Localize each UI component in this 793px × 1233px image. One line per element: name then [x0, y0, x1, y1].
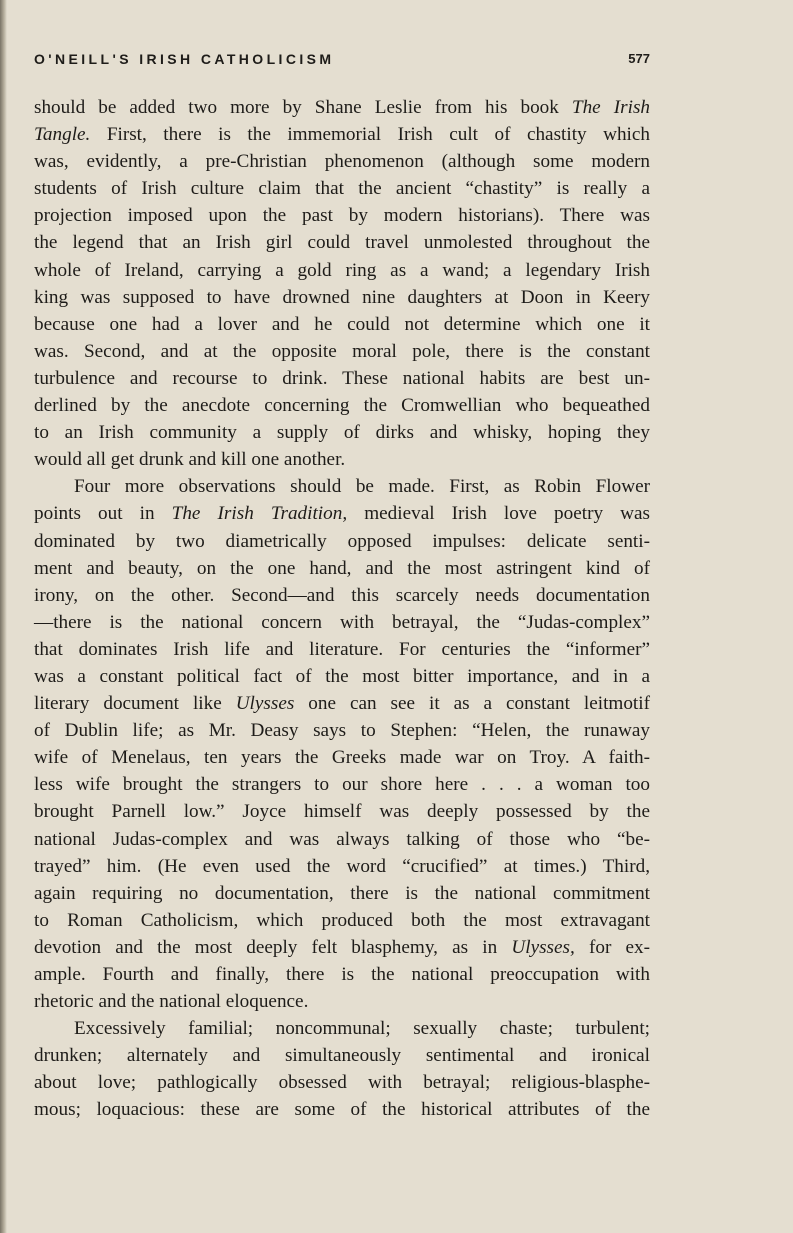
text-line: was. Second, and at the opposite moral pole, there is the constant: [34, 340, 650, 362]
text-line: turbulence and recourse to drink. These national habits are best un-: [34, 367, 650, 389]
text-line: king was supposed to have drowned nine daughters at Doon in Keery: [34, 286, 650, 308]
text-line: students of Irish culture claim that the ancient “chastity” is really a: [34, 178, 650, 200]
page-binding-shadow: [0, 0, 7, 1233]
text-line: Excessively familial; noncommunal; sexually chaste; turbulent;: [74, 1018, 650, 1040]
text-line: dominated by two diametrically opposed impulses: delicate senti-: [34, 530, 650, 552]
text-line: that dominates Irish life and literature. For centuries the “informer”: [34, 638, 650, 660]
text-line: would all get drunk and kill one another.: [34, 449, 346, 471]
text-line: to an Irish community a supply of dirks and whisky, hoping they: [34, 422, 650, 444]
text-line: —there is the national concern with betrayal, the “Judas-complex”: [34, 611, 650, 633]
text-line: brought Parnell low.” Joyce himself was deeply possessed by the: [34, 801, 650, 823]
text-line: points out in The Irish Tradition, medieval Irish love poetry was: [34, 503, 650, 525]
text-line: mous; loquacious: these are some of the historical attributes of the: [34, 1099, 650, 1121]
text-line: devotion and the most deeply felt blasphemy, as in Ulysses, for ex-: [34, 936, 650, 958]
text-line: whole of Ireland, carrying a gold ring as a wand; a legendary Irish: [34, 259, 650, 281]
text-line: wife of Menelaus, ten years the Greeks made war on Troy. A faith-: [34, 747, 650, 769]
text-line: Four more observations should be made. First, as Robin Flower: [74, 476, 650, 498]
text-line: because one had a lover and he could not determine which one it: [34, 313, 650, 335]
text-line: to Roman Catholicism, which produced both the most extravagant: [34, 909, 650, 931]
text-line: drunken; alternately and simultaneously sentimental and ironical: [34, 1045, 650, 1067]
text-line: was a constant political fact of the most bitter importance, and in a: [34, 665, 650, 687]
text-line: trayed” him. (He even used the word “crucified” at times.) Third,: [34, 855, 650, 877]
text-line: projection imposed upon the past by modern historians). There was: [34, 205, 650, 227]
page-header: [34, 51, 650, 73]
text-line: derlined by the anecdote concerning the Cromwellian who bequeathed: [34, 395, 650, 417]
running-head: O'NEILL'S IRISH CATHOLICISM: [34, 51, 335, 67]
body-text: [34, 94, 650, 1124]
text-line: ment and beauty, on the one hand, and the most astringent kind of: [34, 557, 650, 579]
text-line: should be added two more by Shane Leslie from his book The Irish: [34, 97, 651, 118]
page-number: 577: [628, 51, 650, 66]
text-line: the legend that an Irish girl could travel unmolested throughout the: [34, 232, 650, 254]
text-line: of Dublin life; as Mr. Deasy says to Stephen: “Helen, the runaway: [34, 720, 650, 742]
text-line: again requiring no documentation, there is the national commitment: [34, 882, 650, 904]
text-line: irony, on the other. Second—and this scarcely needs documentation: [34, 584, 650, 606]
text-line: rhetoric and the national eloquence.: [34, 991, 309, 1013]
text-line: was, evidently, a pre-Christian phenomenon (although some modern: [34, 151, 650, 173]
text-line: ample. Fourth and finally, there is the national preoccupation with: [34, 964, 650, 985]
paragraph: [34, 1015, 650, 1123]
text-line: literary document like Ulysses one can see it as a constant leitmotif: [34, 693, 650, 715]
text-line: national Judas-complex and was always talking of those who “be-: [34, 828, 650, 850]
text-line: Tangle. First, there is the immemorial Irish cult of chastity which: [34, 124, 650, 146]
text-line: about love; pathlogically obsessed with betrayal; religious-blasphe-: [34, 1072, 650, 1094]
text-line: less wife brought the strangers to our shore here . . . a woman too: [34, 774, 650, 796]
paragraph: [34, 94, 650, 473]
paragraph: [34, 473, 650, 1015]
